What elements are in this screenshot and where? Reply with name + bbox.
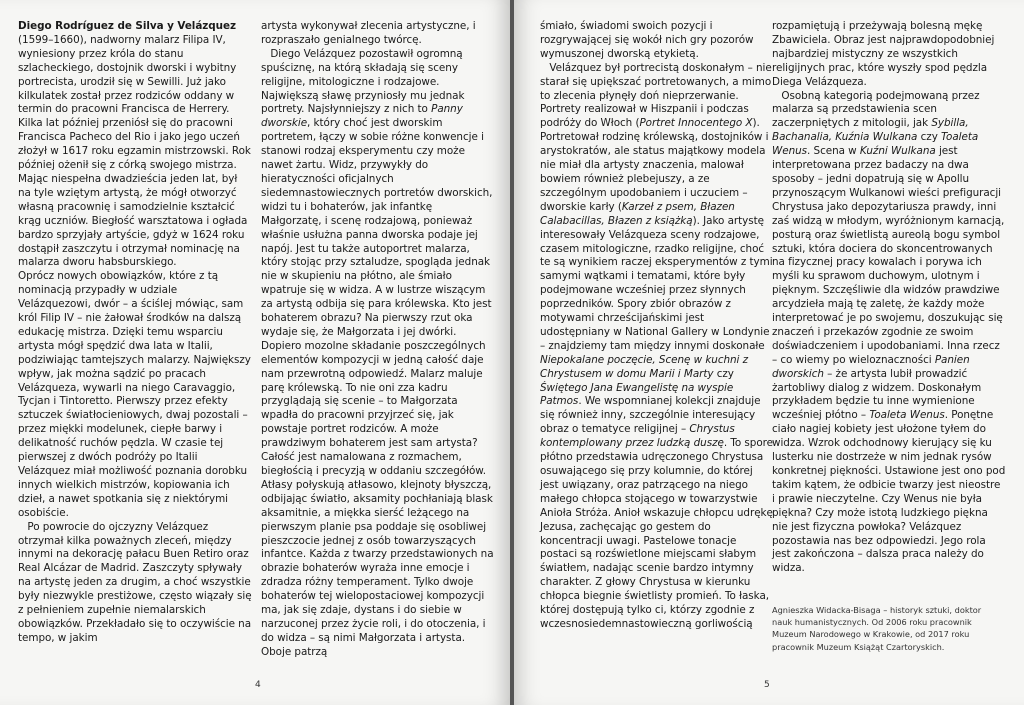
artwork-title: Kuźni Wulkana (859, 145, 936, 158)
artwork-title: Panien dworskich (772, 353, 970, 380)
page-number: 4 (255, 680, 261, 690)
text-column-2 (261, 20, 495, 660)
artwork-title: Panny dworskie (261, 103, 463, 130)
artwork-title: Sybilla, Bachanalia, Kuźnia Wulkana (772, 117, 969, 144)
text-column-3 (540, 20, 774, 632)
paragraph: rozpamiętują i przeżywają bolesną mękę Zbawiciela. Obraz jest najprawdopodobniej najbardziej mistyczny ze wszystkich religijnych prac, które wyszły spod pędzla Diega Velázqueza. (772, 20, 995, 88)
paragraph: artysta wykonywał zlecenia artystyczne, i rozpraszało genialnego twórcę. (261, 20, 476, 46)
page-number: 5 (764, 680, 770, 690)
artwork-title: Toaleta Wenus (869, 409, 945, 422)
paragraph: śmiało, świadomi swoich pozycji i rozgrywającej się wokół nich gry pozorów wymuszonej dworską etykietą. (540, 20, 754, 60)
artwork-title: Portret Innocentego X (639, 117, 753, 130)
paragraph: Oprócz nowych obowiązków, które z tą nominacją przypadły w udziale Velázquezowi, dwór – a ściślej mówiąc, sam król Filip IV – nie żałował środków na dalszą edukację mistrza. Dzięki temu wsparciu artysta mógł spędzić dwa lata w Italii, podziwiając tamtejszych malarzy. Największy wpływ, jak można sądzić po pracach Velázqueza, wywarli na niego Caravaggio, Tycjan i Tintoretto. Pierwszy przez efekty sztuczek światłocieniowych, dwaj pozostali – przez miękki modelunek, ciepłe barwy i delikatność ruchów pędzla. W czasie tej pierwszej z dwóch podróży po Italii Velázquez miał możliwość poznania dorobku innych wielkich mistrzów, kopiowania ich dzieł, a nawet spotkania się z niektórymi osobiście. (18, 270, 251, 519)
left-page (0, 0, 510, 705)
artwork-title: Niepokalane poczęcie, Scenę w kuchni z Chrystusem w domu Marii i Marty (540, 353, 749, 380)
artwork-title: Toaleta Wenus (772, 131, 979, 158)
text-column-1 (18, 20, 252, 646)
artwork-title: Chrystus kontemplowany przez ludzką duszę (540, 423, 735, 450)
text-column-4 (772, 20, 1006, 576)
author-bio: Agnieszka Widacka-Bisaga – historyk sztuki, doktor nauk humanistycznych. Od 2006 roku pracownik Muzeum Narodowego w Krakowie, od 2017 roku pracownik Muzeum Książąt Czartoryskich. (772, 605, 982, 652)
artwork-title: Karzeł z psem, Błazen Calabacillas, Błazen z książką (540, 200, 735, 227)
paragraph: Diego Rodríguez de Silva y Velázquez (1599–1660), nadworny malarz Filipa IV, wyniesiony przez króla do stanu szlacheckiego, dostojnik dworski i wybitny portrecista, urodził się w Sewilli. Już jako kilkulatek został przez rodziców oddany w termin do pracowni Francisca de Herrery. Kilka lat później przeniósł się do pracowni Francisca Pacheco del Rio i jako jego uczeń złożył w 1617 roku egzamin mistrzowski. Rok później ożenił się z córką swojego mistrza. Mając niespełna dwadzieścia jeden lat, był na tyle wziętym artystą, że mógł otworzyć własną pracownię i samodzielnie kształcić krąg uczniów. Biegłość warsztatowa i ogłada bardzo sprzyjały artyście, gdyż w 1624 roku dostąpił zaszczytu i otrzymał nominację na malarza dworu habsburskiego. (18, 20, 251, 269)
artist-name: Diego Rodríguez de Silva y Velázquez (18, 20, 237, 32)
paragraph: Osobną kategorią podejmowaną przez malarza są przedstawienia scen zaczerpniętych z mitologii, jak Sybilla, Bachanalia, Kuźnia Wulkana czy Toaleta Wenus. Scena w Kuźni Wulkana jest interpretowana przez badaczy na dwa sposoby – jedni dopatrują się w Apollu przynoszącym Wulkanowi wieści prefiguracji Chrystusa jako depozytariusza prawdy, inni zaś widzą w młodym, wyróżnionym karnacją, posturą oraz świetlistą aureolą bogu symbol sztuki, która dociera do skoncentrowanych na fizycznej pracy kowalach i porywa ich myśli ku sprawom duchowym, ulotnym i pięknym. Szczęśliwie dla widzów prawdziwe arcydzieła mają tę zaletę, że każdy może interpretować je po swojemu, doszukując się znaczeń i przekazów zgodnie ze swoim doświadczeniem i upodobaniami. Inna rzecz – co wiemy po wieloznaczności Panien dworskich – że artysta lubił prowadzić żartobliwy dialog z widzem. Doskonałym przykładem będzie tu inne wymienione wcześniej płótno – Toaleta Wenus. Ponętne ciało nagiej kobiety jest ułożone tyłem do widza. Wzrok odchodnowy kierujący się ku lusterku nie dostrzeże w nim jednak rysów konkretnej piękności. Ustawione jest ono pod takim kątem, że odbicie twarzy jest nieostre i prawie nieczytelne. Czy Wenus nie była piękna? Czy może istotą ludzkiego piękna nie jest fizyczna powłoka? Velázquez pozostawia nas bez odpowiedzi. Jego rola jest zakończona – dalsza praca należy do widza. (772, 89, 1006, 575)
paragraph: Po powrocie do ojczyzny Velázquez otrzymał kilka poważnych zleceń, między innymi na dekorację pałacu Buen Retiro oraz Real Alcázar de Madrid. Zaszczyty spływały na artystę jeden za drugim, a choć wszystkie były niezwykle prestiżowe, często wiązały się z pełnieniem zupełnie niemalarskich obowiązków. Przekładało się to oczywiście na tempo, w jakim (18, 520, 252, 644)
artwork-title: Świętego Jana Ewangelistę na wyspie Patmos (540, 381, 734, 408)
paragraph: Velázquez był portrecistą doskonałym – nie starał się upiększać portretowanych, a mimo to zlecenia płynęły doń nieprzerwanie. Portrety realizował w Hiszpanii i podczas podróży do Włoch (Portret Innocentego X). Portretował rodzinę królewską, dostojników i arystokratów, ale status majątkowy modela nie miał dla artysty znaczenia, malował bowiem również plebejuszy, a ze szczególnym upodobaniem i uczuciem – dworskie karły (Karzeł z psem, Błazen Calabacillas, Błazen z książką). Jako artystę interesowały Velázqueza sceny rodzajowe, czasem mitologiczne, rzadko religijne, choć te są wynikiem raczej eksperymentów z tymi samymi wątkami i tematami, które były podejmowane wcześniej przez słynnych poprzedników. Spory zbiór obrazów z motywami chrześcijańskimi jest udostępniany w National Gallery w Londynie – znajdziemy tam między innymi doskonałe Niepokalane poczęcie, Scenę w kuchni z Chrystusem w domu Marii i Marty czy Świętego Jana Ewangelistę na wyspie Patmos. We wspomnianej kolekcji znajduje się również inny, szczególnie interesujący obraz o tematyce religijnej – Chrystus kontemplowany przez ludzką duszę. To spore płótno przedstawia udręczonego Chrystusa osuwającego się przy kolumnie, do której jest uwiązany, oraz patrzącego na niego małego chłopca stojącego w towarzystwie Anioła Stróża. Anioł wskazuje chłopcu udrękę Jezusa, zachęcając go gestem do koncentracji uwagi. Pastelowe tonacje postaci są rozświetlone miejscami słabym światłem, nadając scenie bardzo intymny charakter. Z głowy Chrystusa w kierunku chłopca biegnie świetlisty promień. To łaska, której dostępują tylko ci, którzy zgodnie z wczesnosiedemnastowieczną gorliwością (540, 61, 773, 630)
paragraph: Diego Velázquez pozostawił ogromną spuściznę, na którą składają się sceny religijne, mitologiczne i rodzajowe. Największą sławę przyniosły mu jednak portrety. Najsłynniejszy z nich to Panny dworskie, który choć jest dworskim portretem, łączy w sobie różne konwencje i stanowi rodzaj eksperymentu czy może nawet żartu. Widz, przywykły do hieratyczności oficjalnych siedemnastowiecznych portretów dworskich, widzi tu i bohaterów, jak infantkę Małgorzatę, i scenę rodzajową, ponieważ właśnie usłużna panna dworska podaje jej napój. Jest tu także autoportret malarza, który stojąc przy sztaludze, spogląda jednak nie w skupieniu na płótno, ale śmiało wpatruje się w widza. A w lustrze wiszącym za artystą odbija się para królewska. Kto jest bohaterem obrazu? Na pierwszy rzut oka wydaje się, że Małgorzata i jej dwórki. Dopiero mozolne składanie poszczególnych elementów kompozycji w jedną całość daje nam przewrotną odpowiedź. Malarz maluje parę królewską. To nie oni zza kadru przyglądają się scenie – to Małgorzata wpadła do pracowni przyjrzeć się, jak powstaje portret rodziców. A może prawdziwym bohaterem jest sam artysta? Całość jest namalowana z rozmachem, biegłością i precyzją w oddaniu szczegółów. Atłasy połyskują atłasowo, klejnoty błyszczą, odbijając światło, aksamity pochłaniają blask aksamitnie, a miękka sierść leżącego na pierwszym planie psa poddaje się osobliwej pieszczocie jednej z osób towarzyszących infantce. Każda z twarzy przedstawionych na obrazie bohaterów wyraża inne emocje i zdradza różny temperament. Tylko dwoje bohaterów tej wielopostaciowej kompozycji ma, jak się zdaje, dystans i do siebie w narzuconej przez życie roli, i do otoczenia, i do widza – są nimi Małgorzata i artysta. Oboje patrzą (261, 47, 494, 658)
